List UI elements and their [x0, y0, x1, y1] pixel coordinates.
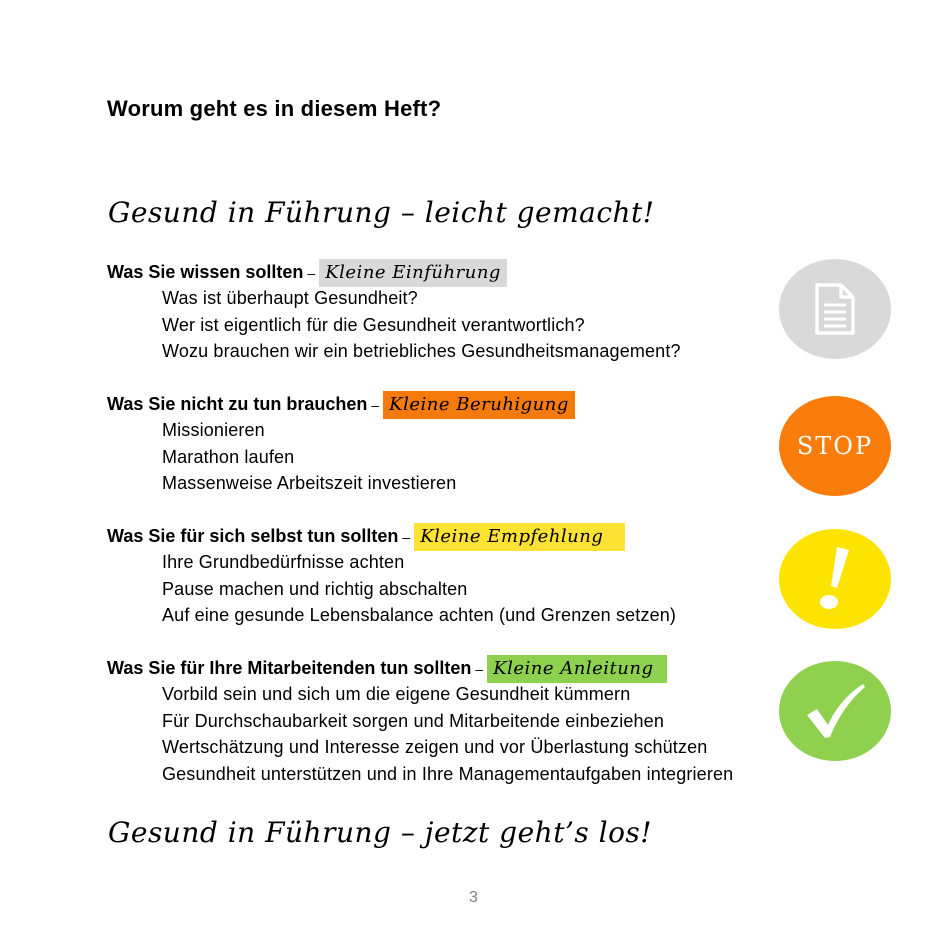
section-mitarbeitende — [107, 655, 807, 787]
section-heading: Was Sie nicht zu tun brauchen — [107, 394, 368, 414]
document-icon — [779, 259, 891, 359]
section-heading-row — [107, 259, 787, 285]
section-heading: Was Sie für Ihre Mitarbeitenden tun sollten — [107, 658, 472, 678]
list-item: Was ist überhaupt Gesundheit? — [162, 288, 418, 308]
list-item: Wer ist eigentlich für die Gesundheit verantwortlich? — [162, 314, 585, 335]
section-item-list — [107, 285, 787, 365]
exclamation-icon — [779, 529, 891, 629]
section-tag: Kleine Beruhigung — [383, 391, 575, 419]
section-item-list — [107, 417, 787, 497]
section-heading-row — [107, 391, 787, 417]
section-tag: Kleine Anleitung — [487, 655, 667, 683]
section-wissen — [107, 259, 787, 365]
dash: – — [475, 661, 484, 677]
checkmark-icon-glyph — [803, 681, 867, 741]
document-icon-glyph — [813, 282, 857, 336]
list-item: Marathon laufen — [162, 446, 295, 467]
list-item: Massenweise Arbeitszeit investieren — [162, 473, 457, 493]
section-tag: Kleine Einführung — [319, 259, 507, 287]
list-item: Pause machen und richtig abschalten — [162, 578, 468, 599]
list-item: Wozu brauchen wir ein betriebliches Gesundheitsmanagement? — [162, 341, 681, 361]
stop-icon — [779, 396, 891, 496]
list-item: Ihre Grundbedürfnisse achten — [162, 552, 405, 572]
section-heading-row — [107, 523, 787, 549]
section-item-list — [107, 681, 807, 787]
section-tag: Kleine Empfehlung — [414, 523, 625, 551]
dash: – — [307, 265, 316, 281]
dash: – — [371, 397, 380, 413]
list-item: Wertschätzung und Interesse zeigen und vor Überlastung schützen — [162, 737, 708, 757]
list-item: Missionieren — [162, 420, 265, 440]
section-selbst — [107, 523, 787, 629]
page-title: Worum geht es in diesem Heft? — [107, 96, 442, 121]
section-heading: Was Sie für sich selbst tun sollten — [107, 526, 399, 546]
stop-icon-label: STOP — [796, 432, 874, 460]
section-nicht-tun — [107, 391, 787, 497]
exclamation-icon-glyph — [815, 544, 855, 614]
dash: – — [402, 529, 411, 545]
tagline-bottom: Gesund in Führung – jetzt geht’s los! — [108, 816, 653, 849]
checkmark-icon — [779, 661, 891, 761]
list-item: Für Durchschaubarkeit sorgen und Mitarbeitende einbeziehen — [162, 710, 664, 731]
page-number: 3 — [469, 889, 478, 906]
section-heading: Was Sie wissen sollten — [107, 262, 304, 282]
list-item: Vorbild sein und sich um die eigene Gesundheit kümmern — [162, 684, 631, 704]
tagline-top: Gesund in Führung – leicht gemacht! — [108, 196, 655, 229]
section-item-list — [107, 549, 787, 629]
section-heading-row — [107, 655, 807, 681]
list-item: Auf eine gesunde Lebensbalance achten (und Grenzen setzen) — [162, 605, 677, 625]
list-item: Gesundheit unterstützen und in Ihre Managementaufgaben integrieren — [162, 763, 734, 784]
